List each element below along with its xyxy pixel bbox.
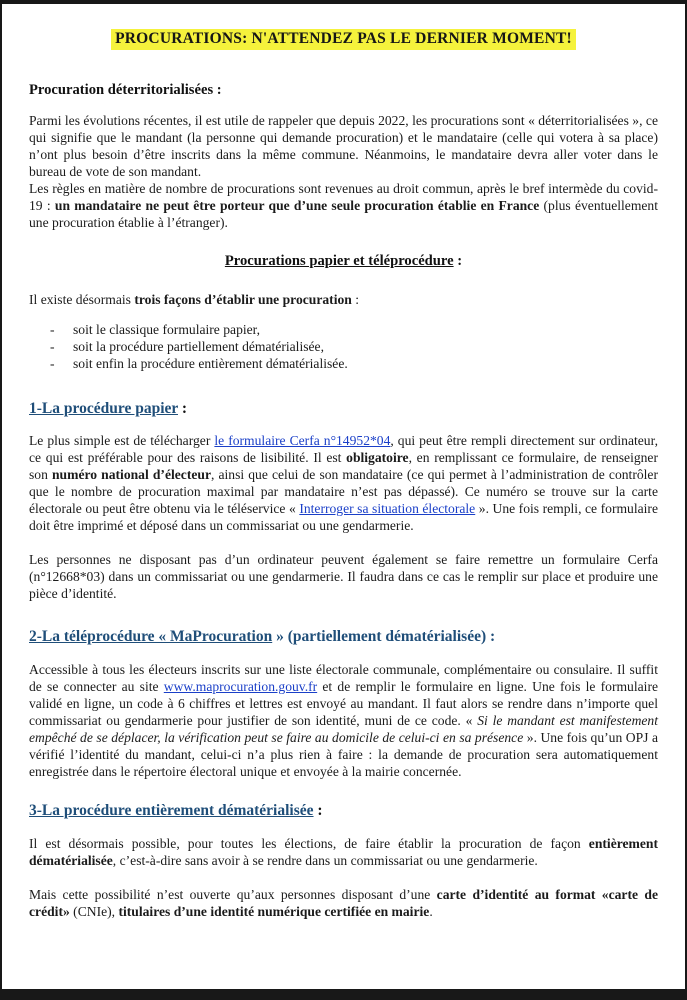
document-page bbox=[0, 4, 687, 920]
list-item-text: soit la procédure partiellement dématérialisée, bbox=[73, 339, 324, 354]
situation-electorale-link[interactable]: Interroger sa situation électorale bbox=[299, 501, 476, 516]
heading-procedure-papier-link[interactable]: 1-La procédure papier bbox=[29, 400, 178, 417]
dash-bullet: - bbox=[50, 322, 55, 337]
text-segment: (CNIe), bbox=[69, 904, 119, 919]
text-segment: entièrement dématérialisée bbox=[29, 836, 658, 868]
text-segment: : bbox=[351, 292, 360, 307]
text-segment: , c’est-à-dire sans avoir à se rendre dans un commissariat ou une gendarmerie. bbox=[112, 853, 538, 868]
text-segment: Le plus simple est de télécharger bbox=[29, 433, 215, 448]
text-segment: trois façons d’établir une procuration bbox=[134, 292, 352, 307]
text-segment: Parmi les évolutions récentes, il est utile de rappeler que depuis 2022, les procurations sont « déterritorialisées », ce qui signifie que le mandant (la personne qui demande procuration) et le mandataire (celle qui votera à sa place) n’ont plus besoin d’être inscrits dans la même commune. Néanmoins, le mandataire devra aller voter dans le bureau de vote de son mandant. bbox=[29, 113, 658, 179]
text-segment: , qui peut être rempli directement sur ordinateur, ce qui est préférable pour des raisons de lisibilité. Il est bbox=[29, 433, 658, 465]
heading-papier-teleprocedure-text: Procurations papier et téléprocédure bbox=[224, 253, 454, 269]
dash-bullet: - bbox=[50, 339, 55, 354]
text-segment: un mandataire ne peut être porteur que d’une seule procuration établie en France bbox=[54, 198, 540, 213]
cerfa-14952-link[interactable]: le formulaire Cerfa n°14952*04 bbox=[214, 433, 391, 448]
scan-border-bottom bbox=[0, 989, 687, 1000]
heading-colon: : bbox=[453, 253, 463, 269]
paragraph-deterritorialisees-2 bbox=[29, 180, 658, 231]
text-segment: titulaires d’une identité numérique certifiée en mairie bbox=[118, 904, 430, 919]
paragraph-teleprocedure-1 bbox=[29, 661, 658, 780]
heading-teleprocedure-tail: » (partiellement dématérialisée) : bbox=[272, 628, 496, 645]
text-segment: et de remplir le formulaire en ligne. Une fois le formulaire validé en ligne, un code à 6 chiffres et lettres est envoyé au mandant. Il faut alors se rendre dans n’importe quel commissariat ou gendarmerie pour justifier de son identité, muni de ce code. « bbox=[29, 679, 659, 728]
text-segment: . bbox=[429, 904, 433, 919]
text-segment: Il est désormais possible, pour toutes les élections, de faire établir la procuration de façon bbox=[29, 836, 589, 851]
heading-papier-teleprocedure bbox=[29, 253, 658, 270]
heading-procedure-dematerialisee-link[interactable]: 3-La procédure entièrement dématérialisée bbox=[29, 802, 314, 819]
text-segment: carte d’identité au format «carte de crédit» bbox=[29, 887, 658, 919]
list-item bbox=[29, 321, 658, 338]
text-segment: numéro national d’électeur bbox=[52, 467, 211, 482]
document-title: PROCURATIONS: N'ATTENDEZ PAS LE DERNIER MOMENT! bbox=[111, 29, 576, 50]
text-segment: Les règles en matière de nombre de procurations sont revenues au droit commun, après le bref intermède du covid-19 : bbox=[29, 181, 658, 213]
maprocuration-link[interactable]: www.maprocuration.gouv.fr bbox=[163, 679, 318, 694]
text-segment: Accessible à tous les électeurs inscrits sur une liste électorale communale, complémentaire ou consulaire. Il suffit de se connecter au site bbox=[29, 662, 658, 694]
paragraph-procedure-papier-1 bbox=[29, 432, 658, 534]
list-item-text: soit le classique formulaire papier, bbox=[73, 322, 261, 337]
text-segment: Si le mandant est manifestement empêché de se déplacer, la vérification peut se faire au domicile de celui-ci en sa présence bbox=[29, 713, 658, 745]
scan-border-top bbox=[0, 0, 687, 4]
text-segment: Les personnes ne disposant pas d’un ordinateur peuvent également se faire remettre un formulaire Cerfa (n°12668*03) dans un commissariat ou une gendarmerie. Il faudra dans ce cas le remplir sur place et produire une pièce d’identité. bbox=[29, 552, 658, 601]
heading-deterritorialisees: Procuration déterritorialisées : bbox=[29, 82, 222, 98]
heading-colon: : bbox=[177, 400, 188, 417]
text-segment: , en remplissant ce formulaire, de renseigner son bbox=[29, 450, 658, 482]
heading-colon: : bbox=[313, 802, 323, 819]
text-segment: , ainsi que celui de son mandataire (ce qui permet à l’administration de contrôler que le nombre de procuration maximal par mandataire n’est pas dépassé). Ce numéro se trouve sur la carte électorale ou peut être obtenu via le téléservice « bbox=[29, 467, 658, 516]
text-segment: (plus éventuellement une procuration établie à l’étranger). bbox=[29, 198, 658, 230]
list-item-text: soit enfin la procédure entièrement dématérialisée. bbox=[73, 356, 348, 371]
list-item bbox=[29, 338, 658, 355]
scan-border-left bbox=[0, 0, 2, 1000]
title-row bbox=[29, 29, 658, 50]
text-segment: Il existe désormais bbox=[29, 292, 135, 307]
paragraph-deterritorialisees-1 bbox=[29, 112, 658, 180]
heading-procedure-papier bbox=[29, 400, 658, 418]
text-segment: Mais cette possibilité n’est ouverte qu’aux personnes disposant d’une bbox=[29, 887, 437, 902]
text-segment: obligatoire bbox=[346, 450, 409, 465]
dash-bullet: - bbox=[50, 356, 55, 371]
heading-teleprocedure-link[interactable]: 2-La téléprocédure « MaProcuration bbox=[29, 628, 273, 645]
heading-teleprocedure-maprocuration bbox=[29, 628, 658, 646]
paragraph-dematerialisee-1 bbox=[29, 835, 658, 869]
text-segment: ». Une fois qu’un OPJ a vérifié l’identité du mandant, celui-ci n’a plus rien à faire : la demande de procuration sera automatiquement enregistrée dans le répertoire électoral unique et envoyée à la mairie concernée. bbox=[29, 730, 658, 779]
heading-procedure-dematerialisee bbox=[29, 802, 658, 820]
procuration-options-list bbox=[29, 321, 658, 372]
list-item bbox=[29, 355, 658, 372]
paragraph-dematerialisee-2 bbox=[29, 886, 658, 920]
paragraph-trois-facons bbox=[29, 291, 658, 308]
paragraph-procedure-papier-2 bbox=[29, 551, 658, 602]
text-segment: ». Une fois rempli, ce formulaire doit être imprimé et déposé dans un commissariat ou une gendarmerie. bbox=[29, 501, 658, 533]
